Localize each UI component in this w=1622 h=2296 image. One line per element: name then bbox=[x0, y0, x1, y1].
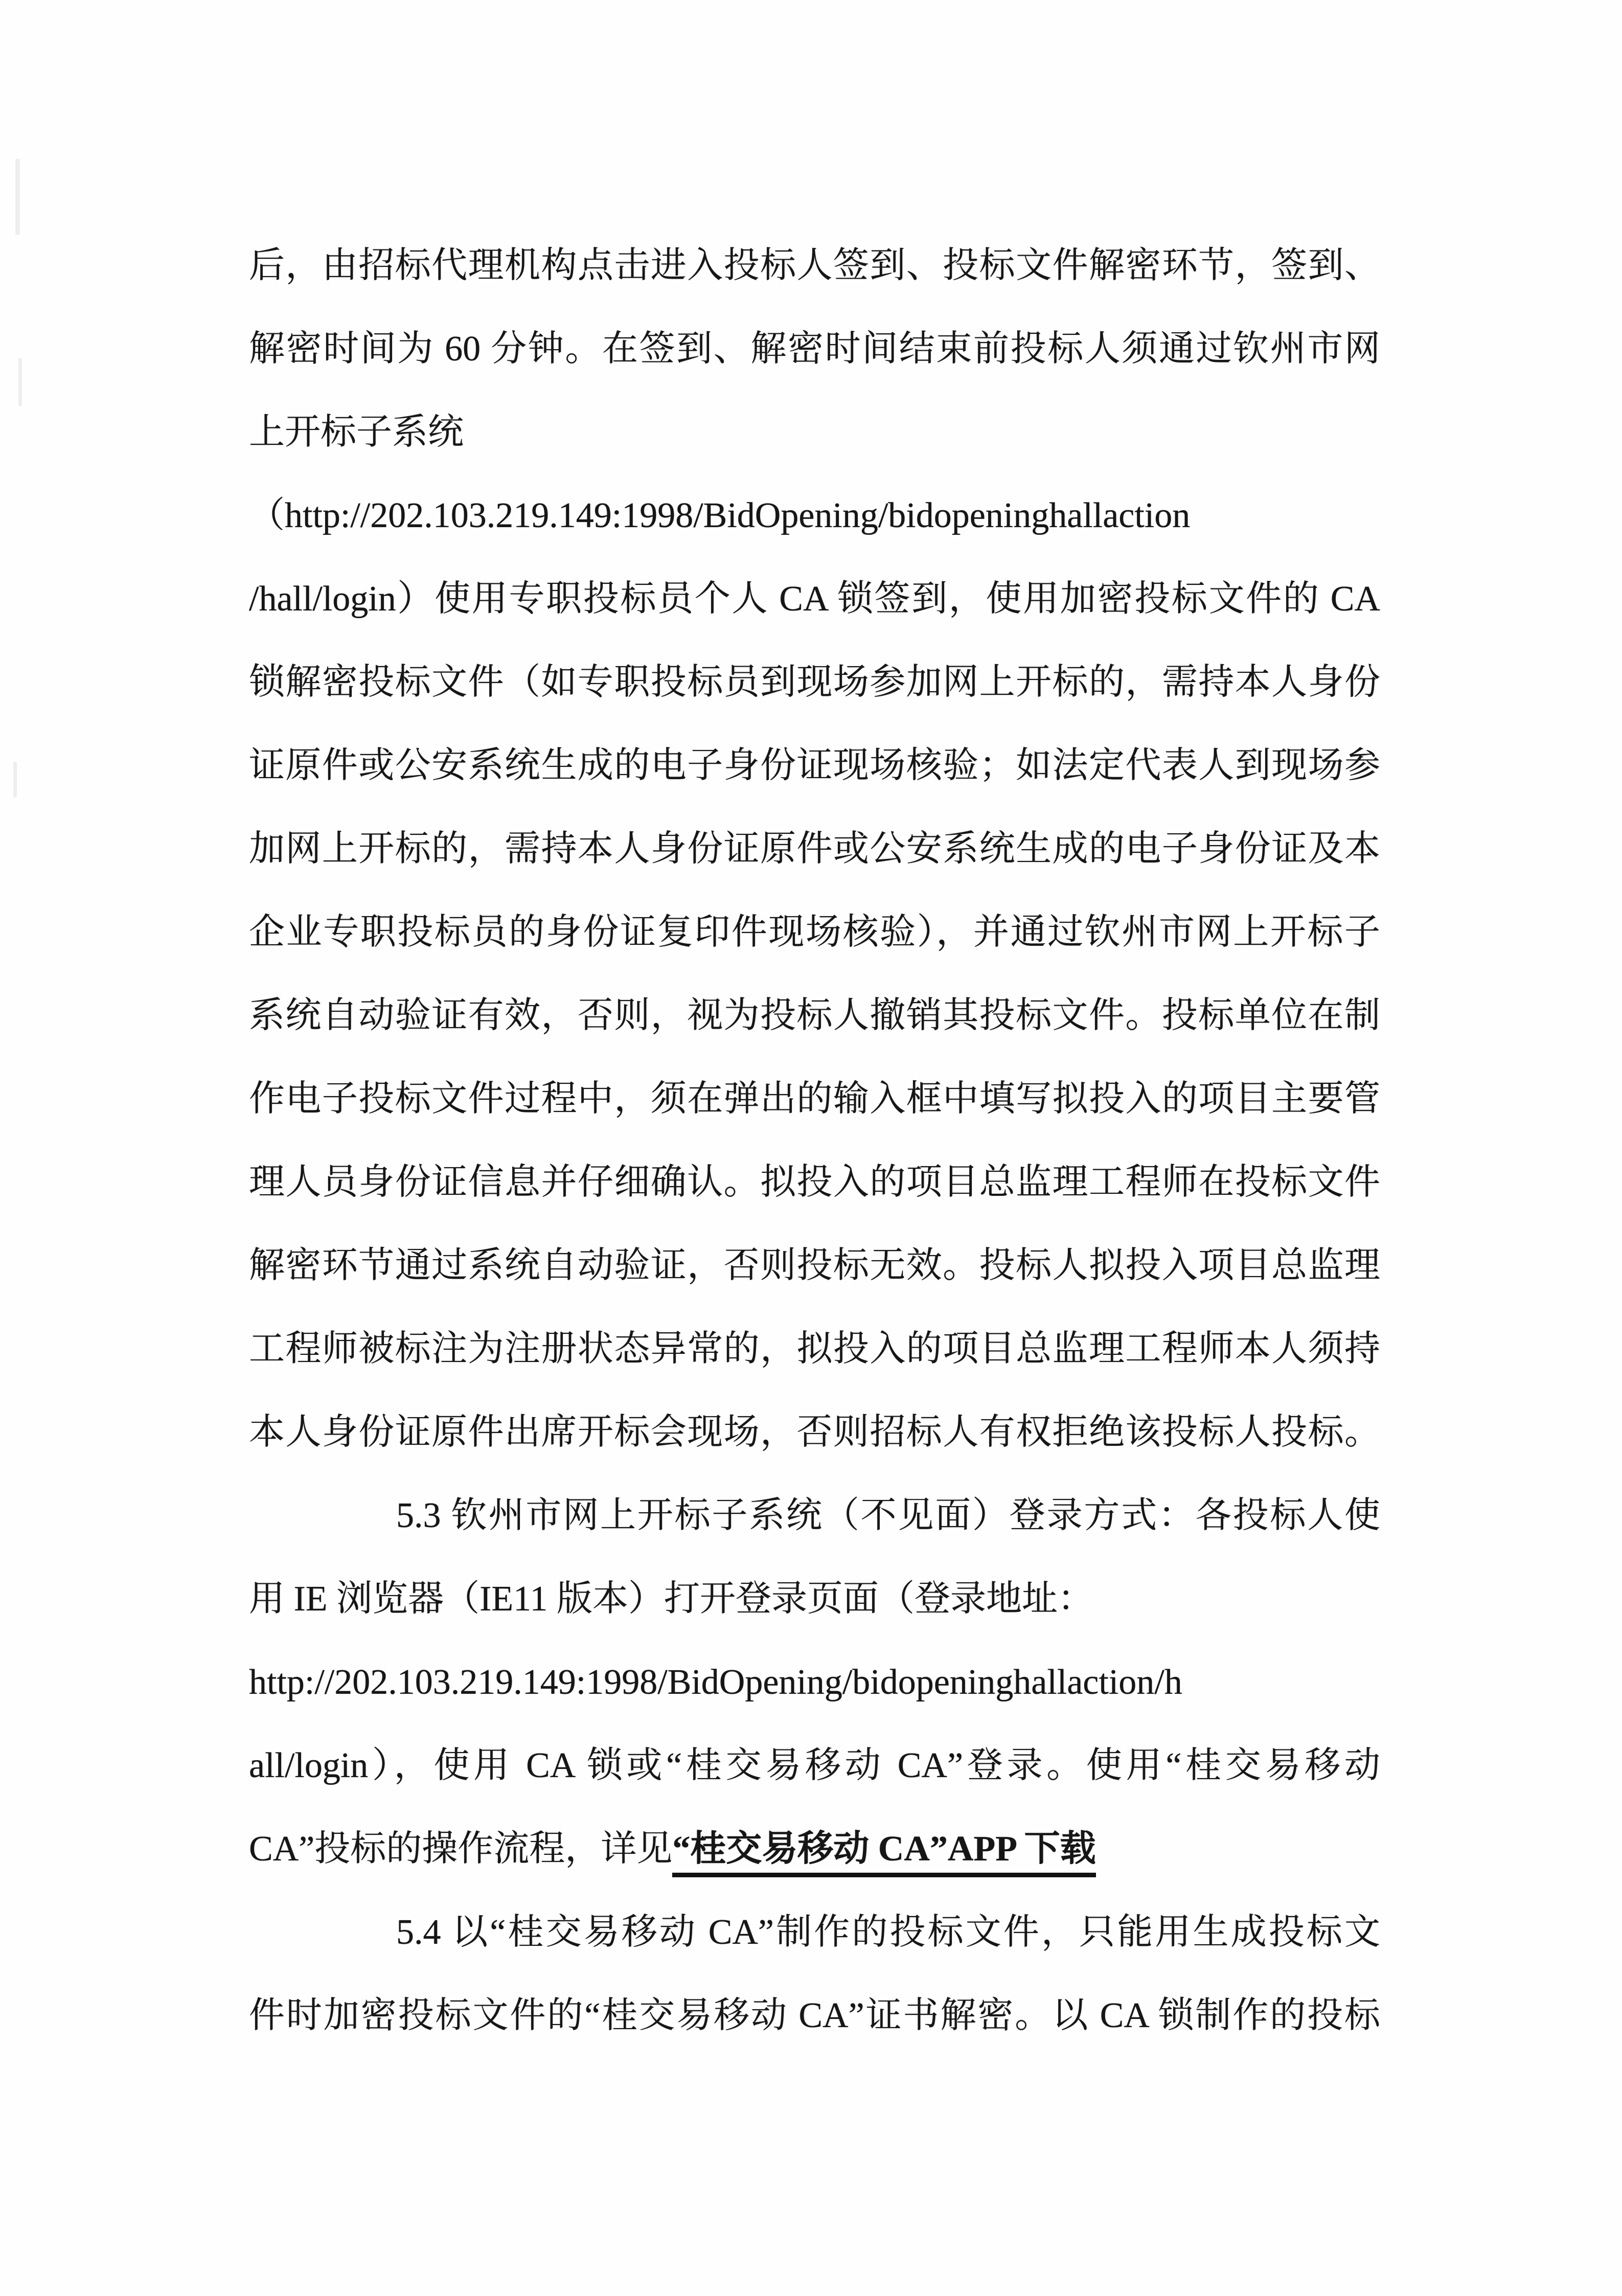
text-line: 企业专职投标员的身份证复印件现场核验），并通过钦州市网上开标子 bbox=[249, 913, 1380, 952]
text-line: 作电子投标文件过程中，须在弹出的输入框中填写拟投入的项目主要管 bbox=[249, 1079, 1380, 1119]
text-line: 上开标子系统 bbox=[249, 413, 464, 452]
text-line: /hall/login）使用专职投标员个人 CA 锁签到，使用加密投标文件的 CA bbox=[249, 579, 1380, 619]
text-line: 证原件或公安系统生成的电子身份证现场核验；如法定代表人到现场参 bbox=[249, 746, 1380, 785]
text-line: 本人身份证原件出席开标会现场，否则招标人有权拒绝该投标人投标。 bbox=[249, 1413, 1380, 1452]
text-line: 用 IE 浏览器（IE11 版本）打开登录页面（登录地址： bbox=[249, 1579, 1094, 1619]
text-line bbox=[249, 1807, 1380, 1891]
text-line: 系统自动验证有效，否则，视为投标人撤销其投标文件。投标单位在制 bbox=[249, 996, 1380, 1035]
text-line-url: （http://202.103.219.149:1998/BidOpening/bidopeninghallaction bbox=[249, 496, 1191, 535]
text-line-section-5-4: 5.4 以“桂交易移动 CA”制作的投标文件，只能用生成投标文 bbox=[396, 1913, 1380, 1952]
text-line: all/login），使用 CA 锁或“桂交易移动 CA”登录。使用“桂交易移动 bbox=[249, 1746, 1380, 1785]
line-text: CA”投标的操作流程，详见 bbox=[249, 1829, 673, 1869]
text-line-url: http://202.103.219.149:1998/BidOpening/bidopeninghallaction/h bbox=[249, 1663, 1182, 1702]
text-line: 锁解密投标文件（如专职投标员到现场参加网上开标的，需持本人身份 bbox=[249, 663, 1380, 702]
text-line: 解密时间为 60 分钟。在签到、解密时间结束前投标人须通过钦州市网 bbox=[249, 329, 1380, 369]
app-download-link[interactable]: “桂交易移动 CA”APP 下载 bbox=[672, 1829, 1095, 1877]
scan-artifact bbox=[15, 158, 20, 235]
document-text-block bbox=[249, 224, 1380, 2057]
scan-artifact bbox=[13, 762, 17, 798]
text-line: 工程师被标注为注册状态异常的，拟投入的项目总监理工程师本人须持 bbox=[249, 1329, 1380, 1369]
text-line: 后，由招标代理机构点击进入投标人签到、投标文件解密环节，签到、 bbox=[249, 246, 1380, 285]
text-line: 加网上开标的，需持本人身份证原件或公安系统生成的电子身份证及本 bbox=[249, 829, 1380, 869]
text-line: 件时加密投标文件的“桂交易移动 CA”证书解密。以 CA 锁制作的投标 bbox=[249, 1996, 1380, 2035]
scan-artifact bbox=[18, 358, 22, 406]
text-line: 理人员身份证信息并仔细确认。拟投入的项目总监理工程师在投标文件 bbox=[249, 1163, 1380, 1202]
text-line-section-5-3: 5.3 钦州市网上开标子系统（不见面）登录方式：各投标人使 bbox=[396, 1496, 1380, 1535]
text-line: 解密环节通过系统自动验证，否则投标无效。投标人拟投入项目总监理 bbox=[249, 1246, 1380, 1285]
